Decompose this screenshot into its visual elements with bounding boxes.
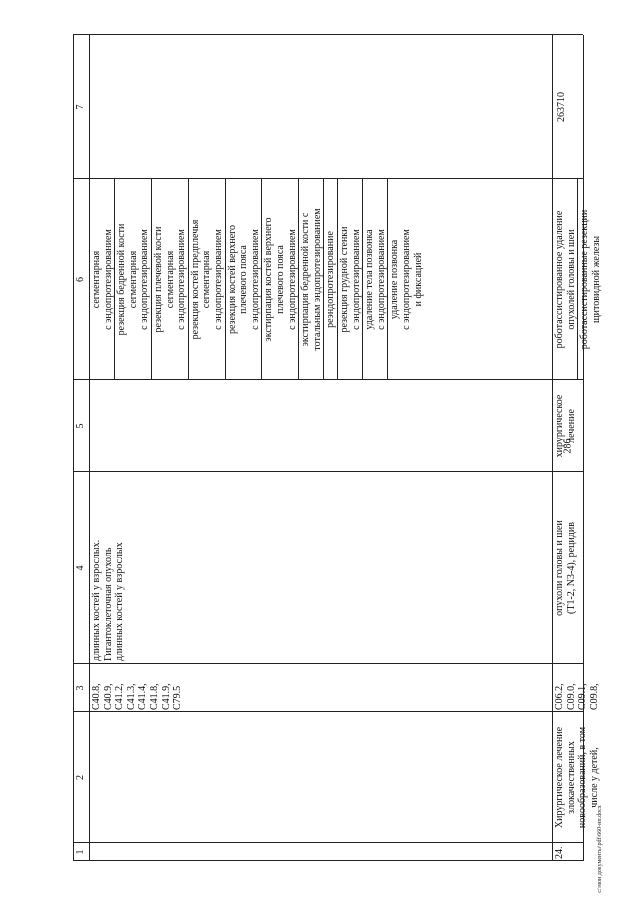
- treatment-method: резекция бедренной кости: [116, 223, 128, 336]
- treatment-method: с эндопротезированием: [401, 229, 412, 330]
- diagnosis-code: C41.8,: [149, 683, 160, 710]
- row-number: 24.: [554, 846, 565, 859]
- treatment-method: экстирпация костей верхнего: [263, 217, 275, 342]
- treatment-method: плечевого пояса: [238, 245, 250, 314]
- treatment-method: резекция плечевой кости: [153, 226, 164, 333]
- table-column-line: [73, 471, 583, 472]
- treatment-method: щитовидной железы: [590, 235, 602, 324]
- treatment-type: хирургическое: [554, 394, 565, 458]
- diagnosis-description: длинных костей у взрослых: [114, 542, 126, 661]
- table-border-line: [73, 860, 583, 861]
- diagnosis-code: C40.8,: [91, 683, 102, 710]
- treatment-method: удаление позвонка: [389, 239, 401, 320]
- treatment-method: резекция костей верхнего: [226, 224, 238, 335]
- treatment-method: сегментарная: [201, 250, 213, 309]
- treatment-row-line: [151, 179, 152, 380]
- treatment-profile: Хирургическое лечение: [554, 726, 565, 829]
- footer-path: c:\мои документы\pdf\660-нп.docx: [597, 805, 603, 893]
- diagnosis-code: C41.2,: [114, 683, 126, 710]
- diagnosis-code: C79.5: [172, 685, 184, 710]
- treatment-row-line: [114, 179, 115, 380]
- diagnosis-code: C40.9,: [102, 683, 114, 710]
- treatment-method: с эндопротезированием: [286, 229, 298, 330]
- treatment-row-line: [188, 179, 189, 380]
- treatment-row-line: [387, 179, 388, 380]
- treatment-method: сегментарная: [91, 250, 102, 309]
- diagnosis-code: C41.4,: [137, 683, 149, 710]
- diagnosis-code: C06.2,: [554, 683, 565, 710]
- table-border-line: [73, 34, 583, 35]
- treatment-row-line: [577, 179, 578, 380]
- column-header-5: 5: [75, 423, 86, 429]
- treatment-method: сегментарная: [164, 250, 176, 309]
- treatment-row-line: [225, 179, 226, 380]
- diagnosis-description: длинных костей у взрослых.: [91, 539, 102, 661]
- diagnosis-code: C09.0,: [565, 683, 577, 710]
- diagnosis-code: C41.3,: [125, 683, 137, 710]
- table-column-line: [73, 842, 583, 843]
- treatment-method: с эндопротезированием: [350, 229, 362, 330]
- diagnosis-description: (T1-2, N3-4), рецидив: [565, 522, 577, 614]
- treatment-row-line: [261, 179, 262, 380]
- treatment-method: роботассистированные резекции: [579, 209, 591, 350]
- table-row-line: [552, 35, 553, 861]
- treatment-method: с эндопротезированием: [102, 229, 114, 330]
- page-number: 286: [562, 438, 574, 454]
- column-header-1: 1: [75, 849, 86, 855]
- treatment-method: с эндопротезированием: [375, 229, 387, 330]
- column-header-7: 7: [75, 104, 86, 110]
- treatment-method: сегментарная: [127, 250, 139, 309]
- treatment-method: удаление тела позвонка: [364, 229, 376, 330]
- table-row-line: [89, 35, 90, 861]
- treatment-method: с эндопротезированием: [249, 229, 261, 330]
- treatment-row-line: [298, 179, 299, 380]
- norm-cost: 263710: [556, 92, 567, 122]
- treatment-type: лечение: [565, 409, 577, 443]
- treatment-method: тотальным эндопротезированием: [311, 208, 323, 351]
- treatment-profile: злокачественных: [565, 741, 577, 814]
- treatment-method: плечевого пояса: [275, 245, 286, 314]
- treatment-method: и фиксацией: [412, 252, 424, 307]
- treatment-method: опухолей головы и шеи: [565, 229, 577, 330]
- column-header-3: 3: [75, 685, 86, 691]
- treatment-method: экстирпация бедренной кости с: [300, 212, 312, 347]
- column-header-6: 6: [75, 277, 86, 282]
- treatment-method: резекция костей предплечья: [189, 219, 201, 340]
- treatment-method: реэндопротезирование: [325, 231, 337, 328]
- diagnosis-description: опухоли головы и шеи: [554, 520, 565, 616]
- column-header-2: 2: [75, 775, 86, 780]
- treatment-method: роботассистированное удаление: [554, 210, 565, 349]
- table-row-line: [73, 35, 74, 861]
- treatment-row-line: [323, 179, 324, 380]
- treatment-method: с эндопротезированием: [213, 229, 224, 330]
- diagnosis-code: C41.9,: [160, 683, 172, 710]
- treatment-method: резекция грудной стенки: [339, 226, 350, 333]
- treatment-profile: числе у детей,: [588, 747, 600, 808]
- diagnosis-code: C09.1,: [577, 683, 589, 710]
- treatment-method: с эндопротезированием: [176, 229, 188, 330]
- table-column-line: [73, 663, 583, 664]
- treatment-profile: новообразований, в том: [577, 726, 589, 829]
- treatment-method: с эндопротезированием: [139, 229, 151, 330]
- column-header-4: 4: [75, 565, 86, 571]
- diagnosis-description: Гигантоклеточная опухоль: [102, 547, 114, 661]
- table-column-line: [73, 711, 583, 712]
- treatment-row-line: [337, 179, 338, 380]
- treatment-row-line: [362, 179, 363, 380]
- diagnosis-code: C09.8,: [588, 683, 600, 710]
